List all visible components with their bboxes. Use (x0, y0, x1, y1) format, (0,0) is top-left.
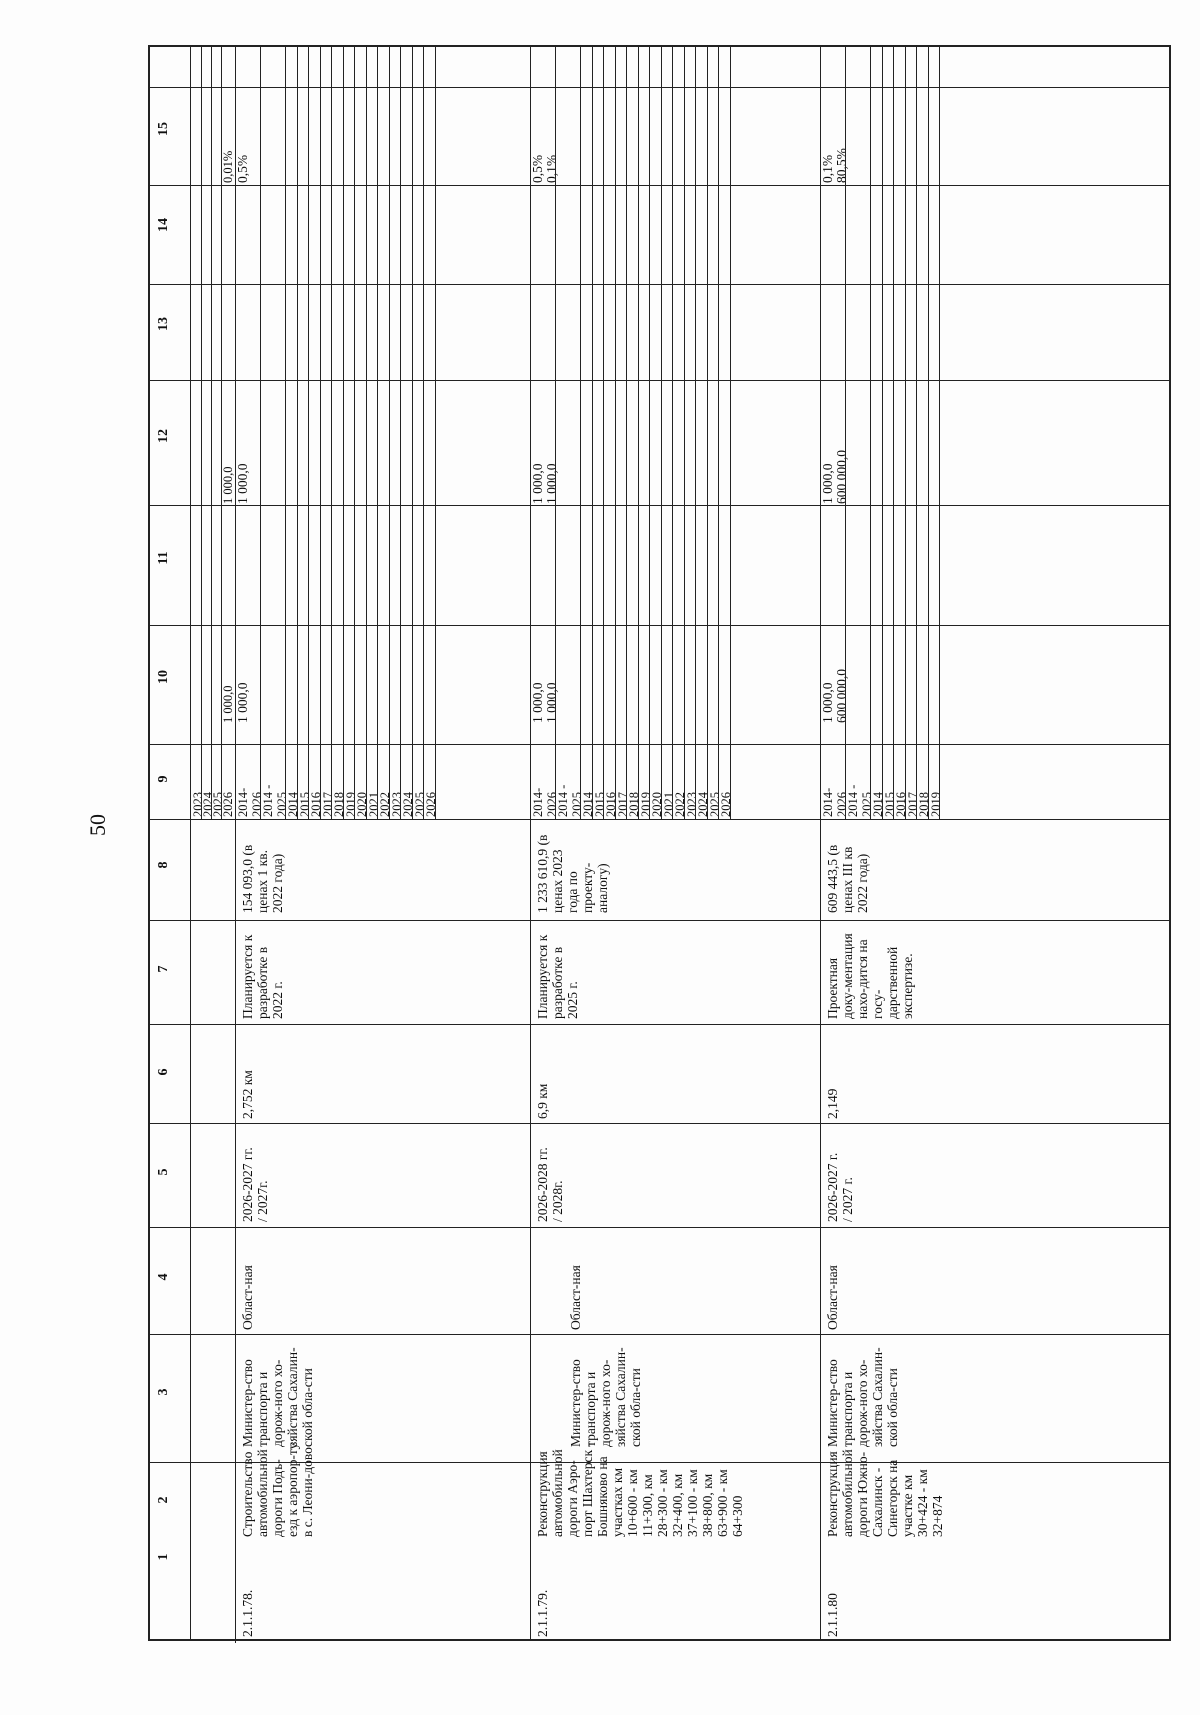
year-cell: 2024 (696, 792, 710, 817)
row-number: 2.1.1.78. (240, 1589, 255, 1637)
value-cell: 1 000,0 (820, 463, 835, 504)
period: 2026-2027 г. / 2027 г. (825, 1152, 855, 1222)
capacity: 2,149 (825, 1088, 840, 1119)
value-cell: 600 000,0 (834, 669, 849, 723)
col-header-6: 6 (156, 1068, 171, 1076)
col-header-3: 3 (156, 1388, 171, 1396)
year-separator (331, 47, 332, 819)
year-separator (603, 47, 604, 819)
year-separator (580, 47, 581, 819)
year-cell: 2017 (905, 792, 920, 817)
value-cell: 0,5% (235, 154, 250, 183)
col-header-1: 1 (156, 1553, 171, 1561)
col-header-8: 8 (156, 861, 171, 869)
year-separator (260, 47, 261, 819)
cost: 1 233 610,9 (в ценах 2023 года по проекту-аналогу) (535, 834, 610, 913)
year-separator (649, 47, 650, 819)
object-name: Реконструкция автомобильной дороги Аэро-порт Шахтерск - Бошняково на участках км 10+600 - км 11+300, км 28+300 - км 32+400, км 37+100 - км 38+800, км 63+900 - км 64+300 (535, 1442, 745, 1537)
year-separator (845, 47, 846, 819)
object-name: Реконструкция автомобильной дороги Южно-Сахалинск - Синегорск на участке км 30+424 - км 32+874 (825, 1449, 945, 1537)
year-cell: 2020 (355, 792, 369, 817)
year-cell: 2022 (378, 792, 392, 817)
period: 2026-2028 гг. / 2028г. (535, 1147, 565, 1222)
col-header-12: 12 (156, 429, 171, 443)
row-number: 2.1.1.80 (825, 1593, 840, 1637)
status: Проектная доку-ментация нахо-дится на госу-дарственной экспертизе. (825, 933, 915, 1019)
capacity: 6,9 км (535, 1083, 550, 1119)
value-cell: 0,1% (820, 154, 835, 183)
year-cell: 2026 (221, 792, 235, 817)
year-cell: 2015 (297, 792, 312, 817)
object-name: Строительство автомобильной дороги Подъ-езд к аэропор-ту в с. Леони-дово (240, 1442, 315, 1537)
year-cell: 2014 - 2025 (556, 784, 584, 817)
col-header-4: 4 (156, 1273, 171, 1281)
year-separator (285, 47, 286, 819)
ownership: Област-ная (825, 1265, 840, 1330)
year-cell: 2018 (332, 792, 346, 817)
col-header-5: 5 (156, 1168, 171, 1176)
year-cell: 2025 (412, 792, 427, 817)
year-separator (320, 47, 321, 819)
year-cell: 2018 (627, 792, 641, 817)
year-separator (661, 47, 662, 819)
year-cell: 2021 (661, 792, 676, 817)
year-separator (354, 47, 355, 819)
value-cell: 0,1% (544, 154, 559, 183)
page-number: 50 (85, 814, 110, 836)
year-cell: 2016 (309, 792, 323, 817)
year-separator (684, 47, 685, 819)
year-separator (905, 47, 906, 819)
year-cell: 2026 (719, 792, 733, 817)
col-header-9: 9 (156, 775, 171, 783)
value-cell: 0,5% (530, 154, 545, 183)
year-cell: 2026 (424, 792, 438, 817)
year-separator (672, 47, 673, 819)
year-cell: 2020 (650, 792, 664, 817)
ownership: Област-ная (240, 1265, 255, 1330)
customer: Министер-ство транспорта и дорож-ного хо-зяйства Сахалин-ской обла-сти (240, 1347, 315, 1447)
year-separator (695, 47, 696, 819)
year-separator (638, 47, 639, 819)
year-separator (893, 47, 894, 819)
year-separator (707, 47, 708, 819)
table (148, 45, 1171, 1641)
value-cell: 1 000,0 (235, 463, 250, 504)
year-separator (882, 47, 883, 819)
status: Планируется к разработке в 2022 г. (240, 934, 285, 1019)
year-separator (435, 47, 436, 819)
year-separator (730, 47, 731, 819)
status: Планируется к разработке в 2025 г. (535, 934, 580, 1019)
year-separator (343, 47, 344, 819)
year-cell: 2025 (211, 792, 225, 817)
year-separator (297, 47, 298, 819)
cost: 609 443,5 (в ценах III кв 2022 года) (825, 844, 870, 913)
year-cell: 2015 (882, 792, 897, 817)
value-cell: 1 000,0 (820, 682, 835, 723)
year-cell: 2014 (581, 792, 595, 817)
capacity: 2,752 км (240, 1070, 255, 1119)
year-separator (928, 47, 929, 819)
year-cell: 2023 (684, 792, 699, 817)
year-cell: 2017 (320, 792, 335, 817)
year-cell: 2023 (389, 792, 404, 817)
value-cell: 1 000,0 (221, 685, 235, 723)
value-cell: 0,01% (221, 150, 235, 183)
value-cell: 1 000,0 (544, 682, 559, 723)
value-cell: 80,5% (834, 148, 849, 183)
value-cell: 1 000,0 (544, 463, 559, 504)
value-cell: 1 000,0 (221, 466, 235, 504)
year-cell: 2019 (928, 792, 943, 817)
year-separator (592, 47, 593, 819)
year-cell: 2016 (604, 792, 618, 817)
value-cell: 1 000,0 (530, 463, 545, 504)
year-separator (412, 47, 413, 819)
year-separator (211, 47, 212, 819)
year-cell: 2021 (366, 792, 381, 817)
year-separator (916, 47, 917, 819)
customer: Министер-ство транспорта и дорож-ного хо-зяйства Сахалин-ской обла-сти (825, 1347, 900, 1447)
year-separator (377, 47, 378, 819)
ownership: Област-ная (568, 1265, 583, 1330)
year-separator (201, 47, 202, 819)
year-separator (555, 47, 556, 819)
year-cell: 2019 (343, 792, 358, 817)
year-separator (626, 47, 627, 819)
year-cell: 2023 (191, 792, 205, 817)
col-header-7: 7 (156, 965, 171, 973)
value-cell: 600 000,0 (834, 450, 849, 504)
year-cell: 2019 (638, 792, 653, 817)
year-separator (718, 47, 719, 819)
value-cell: 1 000,0 (235, 682, 250, 723)
year-separator (870, 47, 871, 819)
year-separator (615, 47, 616, 819)
year-cell: 2024 (401, 792, 415, 817)
year-cell: 2014- 2026 (821, 787, 849, 817)
year-cell: 2014 - 2025 (846, 784, 874, 817)
col-header-10: 10 (156, 670, 171, 684)
cost: 154 093,0 (в ценах 1 кв. 2022 года) (240, 844, 285, 913)
year-cell: 2017 (615, 792, 630, 817)
year-cell: 2014- 2026 (531, 787, 559, 817)
year-cell: 2025 (707, 792, 722, 817)
year-cell: 2015 (592, 792, 607, 817)
year-separator (221, 47, 222, 819)
col-header-14: 14 (156, 218, 171, 232)
period: 2026-2027 гг. / 2027г. (240, 1147, 270, 1222)
year-cell: 2024 (201, 792, 215, 817)
col-header-13: 13 (156, 317, 171, 331)
year-separator (423, 47, 424, 819)
row-number: 2.1.1.79. (535, 1589, 550, 1637)
col-header-2: 2 (156, 1496, 171, 1504)
year-cell: 2018 (917, 792, 931, 817)
year-cell: 2014 - 2025 (261, 784, 289, 817)
year-separator (939, 47, 940, 819)
year-separator (366, 47, 367, 819)
col-header-15: 15 (156, 122, 171, 136)
year-separator (389, 47, 390, 819)
year-separator (400, 47, 401, 819)
year-separator (308, 47, 309, 819)
year-cell: 2014 (286, 792, 300, 817)
year-cell: 2016 (894, 792, 908, 817)
year-cell: 2014 (871, 792, 885, 817)
year-cell: 2022 (673, 792, 687, 817)
col-header-11: 11 (156, 551, 171, 565)
year-cell: 2014- 2026 (236, 787, 264, 817)
value-cell: 1 000,0 (530, 682, 545, 723)
customer: Министер-ство транспорта и дорож-ного хо-зяйства Сахалин-ской обла-сти (568, 1347, 643, 1447)
